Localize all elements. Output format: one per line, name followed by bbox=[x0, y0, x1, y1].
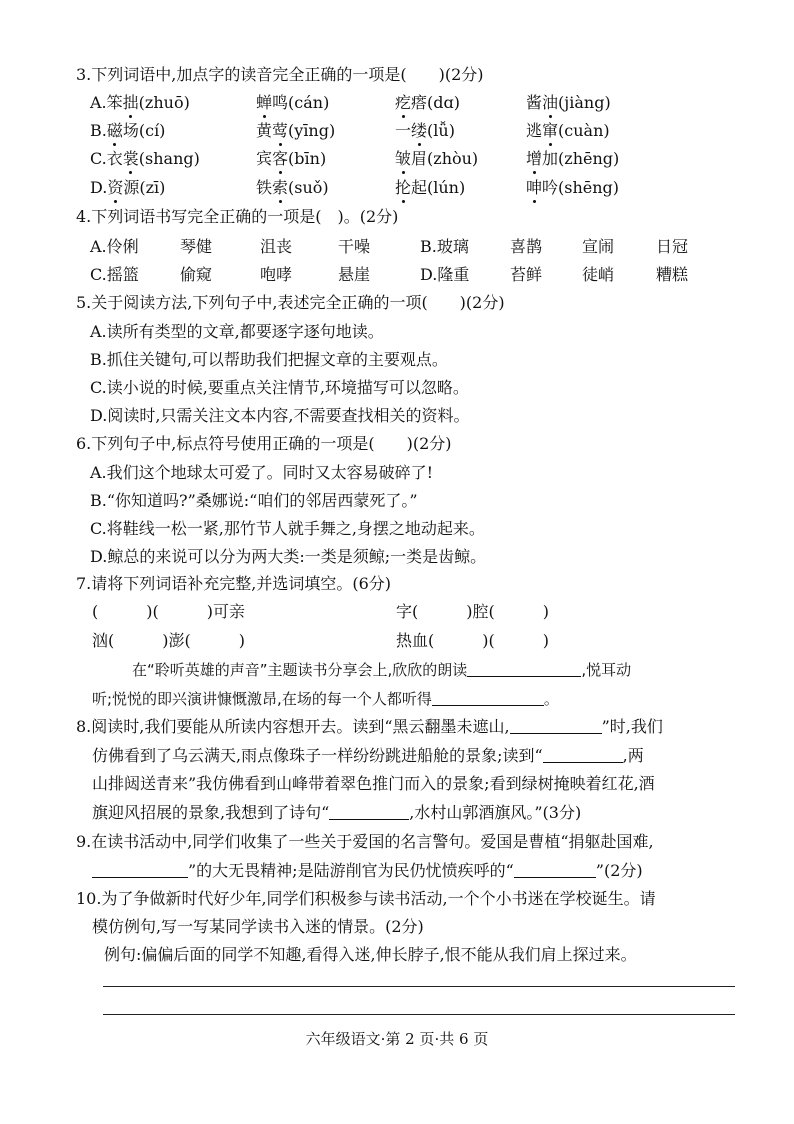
q4-option-word: 苔鲜 bbox=[510, 265, 543, 284]
dotted-character: 皱 bbox=[395, 149, 412, 168]
q4-option-word: 咆哮 bbox=[260, 265, 293, 284]
dotted-character: 呻 bbox=[526, 178, 543, 197]
q4-option-word: 糟糕 bbox=[656, 265, 689, 284]
q3-option-word bbox=[526, 92, 611, 114]
word-pinyin: 吟(shēng) bbox=[542, 178, 620, 197]
word-pinyin: (shang) bbox=[138, 149, 200, 168]
q8-answer-blank-3[interactable] bbox=[329, 803, 409, 820]
word-pinyin: (jiàng) bbox=[558, 93, 611, 112]
q6-option-a: A.我们这个地球太可爱了。同时又太容易破碎了! bbox=[90, 463, 434, 482]
dotted-character: 增 bbox=[526, 149, 543, 168]
word-pinyin: 起(lún) bbox=[411, 178, 466, 197]
q9-answer-blank-1[interactable] bbox=[92, 861, 188, 878]
q8-line-3: 山排闼送青来”我仿佛看到山峰带着翠色推门而入的景象;看到绿树掩映着红花,酒 bbox=[92, 774, 655, 793]
q3-option-word bbox=[526, 120, 610, 142]
q8-answer-blank-1[interactable] bbox=[510, 717, 602, 734]
q4-option-word: 干噪 bbox=[338, 237, 371, 256]
q8-text-1a: 8.阅读时,我们要能从所读内容想开去。读到“黑云翻墨未遮山, bbox=[76, 717, 510, 736]
q4-option-word: 宣闹 bbox=[582, 237, 615, 256]
q7-word-4: 热血( )( ) bbox=[396, 631, 549, 650]
q7-passage-text-1a: 在“聆听英雄的声音”主题读书分享会上,欣欣的朗读 bbox=[132, 661, 468, 679]
word-text: 宾 bbox=[256, 149, 273, 168]
word-text: 黄 bbox=[256, 121, 273, 140]
word-pinyin: 瘩(dɑ) bbox=[411, 93, 460, 112]
q3-option-word bbox=[90, 177, 165, 199]
dotted-character: 抡 bbox=[395, 178, 412, 197]
word-pinyin: 鸣(cán) bbox=[272, 93, 330, 112]
q7-passage-line-1 bbox=[132, 659, 631, 681]
q5-option-b: B.抓住关键句,可以帮助我们把握文章的主要观点。 bbox=[90, 350, 448, 369]
dotted-character: 蝉 bbox=[256, 93, 273, 112]
q7-passage-text-2b: 。 bbox=[543, 690, 559, 708]
q7-word-1: ( )( )可亲 bbox=[92, 602, 245, 621]
q8-text-4b: ,水村山郭酒旗风。”(3分) bbox=[409, 803, 582, 822]
dotted-character: 磁 bbox=[106, 121, 123, 140]
q10-example: 例句:偏偏后面的同学不知趣,看得入迷,伸长脖子,恨不能从我们肩上探过来。 bbox=[104, 945, 637, 964]
q4-stem: 4.下列词语书写完全正确的一项是( )。(2分) bbox=[76, 207, 399, 226]
q9-line-1: 9.在读书活动中,同学们收集了一些关于爱国的名言警句。爱国是曹植“捐躯赴国难, bbox=[76, 832, 654, 851]
q9-text-2b: ”(2分) bbox=[595, 861, 643, 880]
q7-passage-line-2 bbox=[92, 688, 559, 710]
q3-option-word bbox=[395, 92, 460, 114]
q5-stem: 5.关于阅读方法,下列句子中,表述完全正确的一项( )(2分) bbox=[76, 293, 505, 312]
q3-option-word bbox=[395, 177, 465, 199]
q3-option-word bbox=[395, 120, 455, 142]
word-pinyin: 加(zhēng) bbox=[542, 149, 620, 168]
word-pinyin: 场(cí) bbox=[122, 121, 166, 140]
q6-option-b: B.“你知道吗?”桑娜说:“咱们的邻居西蒙死了。” bbox=[90, 491, 418, 510]
q9-answer-blank-2[interactable] bbox=[514, 861, 596, 878]
q8-line-4 bbox=[92, 802, 581, 824]
q9-line-2 bbox=[92, 860, 643, 882]
q7-answer-blank-1[interactable] bbox=[467, 660, 581, 677]
q7-stem: 7.请将下列词语补充完整,并选词填空。(6分) bbox=[76, 574, 392, 593]
word-text: B. bbox=[90, 121, 107, 140]
q4-option-word: 悬崖 bbox=[338, 265, 371, 284]
q8-answer-blank-2[interactable] bbox=[543, 746, 623, 763]
q3-option-word bbox=[90, 92, 190, 114]
q3-option-word bbox=[256, 148, 326, 170]
q9-text-2a: ”的大无畏精神;是陆游削官为民仍忧愤疾呼的“ bbox=[188, 861, 514, 880]
q4-option-word: 琴健 bbox=[180, 237, 213, 256]
q5-option-c: C.读小说的时候,要重点关注情节,环境描写可以忽略。 bbox=[90, 378, 469, 397]
q10-line-1: 10.为了争做新时代好少年,同学们积极参与读书活动,一个个小书迷在学校诞生。请 bbox=[76, 889, 656, 908]
q4-option-word: 沮丧 bbox=[260, 237, 293, 256]
q3-option-word bbox=[526, 148, 619, 170]
word-pinyin: (suǒ) bbox=[288, 178, 329, 197]
dotted-character: 索 bbox=[272, 178, 289, 197]
page-footer: 六年级语文·第 2 页·共 6 页 bbox=[305, 1030, 489, 1048]
q6-stem: 6.下列句子中,标点符号使用正确的一项是( )(2分) bbox=[76, 434, 452, 453]
dotted-character: 客 bbox=[272, 149, 289, 168]
q7-answer-blank-2[interactable] bbox=[432, 689, 544, 706]
q5-option-d: D.阅读时,只需关注文本内容,不需要查找相关的资料。 bbox=[90, 406, 470, 425]
dotted-character: 裳 bbox=[122, 149, 139, 168]
q4-option-word: 徒峭 bbox=[582, 265, 615, 284]
word-pinyin: (bīn) bbox=[288, 149, 327, 168]
q7-passage-text-1b: ,悦耳动 bbox=[581, 661, 632, 679]
q4-option-word: 喜鹊 bbox=[510, 237, 543, 256]
q10-answer-line-1[interactable] bbox=[103, 986, 735, 987]
dotted-character: 油 bbox=[542, 93, 559, 112]
word-pinyin: (yīng) bbox=[288, 121, 336, 140]
word-pinyin: 眉(zhòu) bbox=[411, 149, 479, 168]
q3-stem: 3.下列词语中,加点字的读音完全正确的一项是( )(2分) bbox=[76, 65, 484, 84]
q4-option-word: B.玻璃 bbox=[420, 237, 469, 256]
word-pinyin: 源(zī) bbox=[123, 178, 166, 197]
q8-text-2b: ,两 bbox=[622, 746, 644, 765]
q3-option-word bbox=[256, 120, 335, 142]
word-pinyin: (lǚ) bbox=[427, 121, 455, 140]
q4-option-word: D.隆重 bbox=[420, 265, 470, 284]
q7-word-2: 字( )腔( ) bbox=[396, 602, 549, 621]
word-text: D. bbox=[90, 178, 108, 197]
q3-option-word bbox=[256, 177, 329, 199]
word-text: 酱 bbox=[526, 93, 543, 112]
dotted-character: 缕 bbox=[411, 121, 428, 140]
word-pinyin: (zhuō) bbox=[138, 93, 190, 112]
word-pinyin: (cuàn) bbox=[558, 121, 610, 140]
q8-text-2a: 仿佛看到了乌云满天,雨点像珠子一样纷纷跳进船舱的景象;读到“ bbox=[92, 746, 543, 765]
word-text: 逃 bbox=[526, 121, 543, 140]
q10-line-2: 模仿例句,写一写某同学读书入迷的情景。(2分) bbox=[92, 917, 424, 936]
word-text: C.衣 bbox=[90, 149, 123, 168]
dotted-character: 资 bbox=[107, 178, 124, 197]
dotted-character: 窜 bbox=[542, 121, 559, 140]
q4-option-word: A.伶俐 bbox=[90, 237, 139, 256]
q6-option-c: C.将鞋线一松一紧,那竹节人就手舞之,身摆之地动起来。 bbox=[90, 519, 485, 538]
q3-option-word bbox=[526, 177, 619, 199]
q4-option-word: 日冠 bbox=[656, 237, 689, 256]
dotted-character: 拙 bbox=[122, 93, 139, 112]
q5-option-a: A.读所有类型的文章,都要逐字逐句地读。 bbox=[90, 322, 384, 341]
q4-option-word: C.摇篮 bbox=[90, 265, 139, 284]
word-text: 铁 bbox=[256, 178, 273, 197]
q3-option-word bbox=[256, 92, 329, 114]
q3-option-word bbox=[90, 120, 165, 142]
q6-option-d: D.鲸总的来说可以分为两大类:一类是须鲸;一类是齿鲸。 bbox=[90, 547, 487, 566]
q4-option-word: 偷窥 bbox=[180, 265, 213, 284]
q8-line-2 bbox=[92, 745, 644, 767]
q7-passage-text-2a: 听;悦悦的即兴演讲慷慨激昂,在场的每一个人都听得 bbox=[92, 690, 432, 708]
word-text: A.笨 bbox=[90, 93, 123, 112]
dotted-character: 疙 bbox=[395, 93, 412, 112]
q8-line-1 bbox=[76, 716, 663, 738]
word-text: 一 bbox=[395, 121, 412, 140]
dotted-character: 莺 bbox=[272, 121, 289, 140]
q7-word-3: 汹( )澎( ) bbox=[92, 631, 245, 650]
q8-text-1b: ”时,我们 bbox=[601, 717, 663, 736]
q3-option-word bbox=[90, 148, 200, 170]
q10-answer-line-2[interactable] bbox=[103, 1014, 735, 1015]
q8-text-4a: 旗迎风招展的景象,我想到了诗句“ bbox=[92, 803, 330, 822]
q3-option-word bbox=[395, 148, 478, 170]
